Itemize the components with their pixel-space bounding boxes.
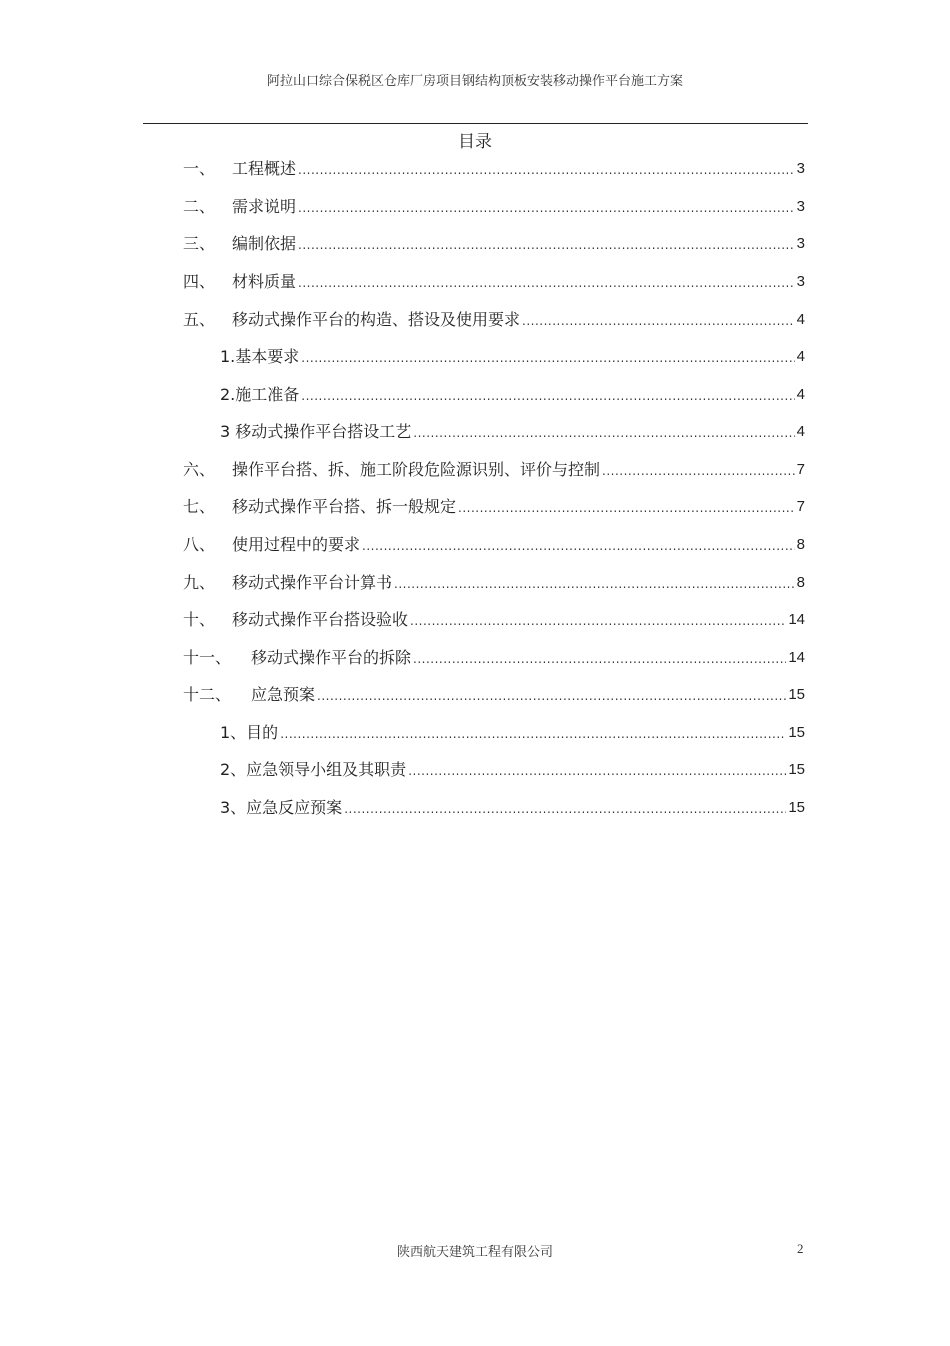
toc-leader-dots [362, 540, 795, 552]
toc-leader-dots [602, 465, 795, 477]
toc-entry[interactable] [183, 569, 805, 593]
toc-entry[interactable] [183, 155, 805, 179]
toc-entry-page: 3 [796, 235, 805, 252]
toc-leader-dots [280, 728, 786, 740]
toc-subentry[interactable] [220, 343, 805, 367]
toc-leader-dots [298, 202, 795, 214]
toc-entry-label: 材料质量 [232, 272, 297, 291]
toc-entry-number: 一、 [183, 159, 216, 178]
toc-entry-label: 工程概述 [232, 159, 297, 178]
toc-entry-label: 应急预案 [251, 685, 316, 704]
toc-entry[interactable] [183, 606, 805, 630]
header-divider [143, 123, 808, 124]
toc-leader-dots [301, 352, 794, 364]
toc-entry-page: 15 [788, 761, 805, 778]
toc-entry-label: 移动式操作平台计算书 [232, 573, 393, 592]
toc-entry-number: 十一、 [183, 648, 232, 667]
toc-leader-dots [394, 578, 795, 590]
toc-entry-page: 4 [796, 348, 805, 365]
toc-leader-dots [408, 765, 786, 777]
toc-entry-label: 移动式操作平台的构造、搭设及使用要求 [232, 310, 521, 329]
toc-entry-label: 需求说明 [232, 197, 297, 216]
toc-entry-page: 8 [796, 574, 805, 591]
toc-entry-page: 3 [796, 198, 805, 215]
toc-leader-dots [298, 164, 795, 176]
toc-title: 目录 [458, 132, 492, 152]
toc-leader-dots [458, 502, 795, 514]
toc-leader-dots [413, 427, 794, 439]
toc-entry-page: 14 [788, 649, 805, 666]
toc-entry-number: 五、 [183, 310, 216, 329]
toc-leader-dots [298, 277, 795, 289]
toc-leader-dots [413, 653, 786, 665]
toc-leader-dots [344, 803, 786, 815]
toc-entry-label: 1.基本要求 [220, 347, 300, 366]
toc-entry-label: 2.施工准备 [220, 385, 300, 404]
toc-entry-page: 3 [796, 273, 805, 290]
toc-entry-label: 3、应急反应预案 [220, 798, 343, 817]
toc-entry-page: 4 [796, 423, 805, 440]
toc-entry[interactable] [183, 268, 805, 292]
toc-subentry[interactable] [220, 381, 805, 405]
toc-entry[interactable] [183, 193, 805, 217]
toc-entry[interactable] [183, 681, 805, 705]
toc-entry[interactable] [183, 230, 805, 254]
toc-entry-number: 十二、 [183, 685, 232, 704]
toc-subentry[interactable] [220, 719, 805, 743]
toc-entry-page: 15 [788, 724, 805, 741]
toc-leader-dots [522, 315, 795, 327]
toc-leader-dots [410, 615, 786, 627]
toc-entry-label: 1、目的 [220, 723, 279, 742]
toc-entry-number: 二、 [183, 197, 216, 216]
footer-page-number: 2 [797, 1241, 804, 1256]
toc-entry[interactable] [183, 456, 805, 480]
toc-entry[interactable] [183, 644, 805, 668]
toc-entry-page: 8 [796, 536, 805, 553]
toc-entry[interactable] [183, 306, 805, 330]
toc-entry-page: 14 [788, 611, 805, 628]
toc-entry-page: 15 [788, 686, 805, 703]
toc-entry-number: 三、 [183, 234, 216, 253]
toc-leader-dots [317, 690, 786, 702]
toc-entry-page: 4 [796, 311, 805, 328]
toc-entry-label: 2、应急领导小组及其职责 [220, 760, 407, 779]
toc-entry-label: 移动式操作平台搭、拆一般规定 [232, 497, 457, 516]
toc-entry[interactable] [183, 531, 805, 555]
toc-entry-number: 四、 [183, 272, 216, 291]
toc-entry-label: 移动式操作平台搭设验收 [232, 610, 409, 629]
toc-entry-number: 十、 [183, 610, 216, 629]
toc-entry-label: 操作平台搭、拆、施工阶段危险源识别、评价与控制 [232, 460, 601, 479]
toc-entry-label: 使用过程中的要求 [232, 535, 361, 554]
toc-entry-label: 3 移动式操作平台搭设工艺 [220, 422, 412, 441]
toc-leader-dots [301, 390, 794, 402]
toc-subentry[interactable] [220, 418, 805, 442]
toc-entry-page: 15 [788, 799, 805, 816]
toc-leader-dots [298, 239, 795, 251]
toc-entry[interactable] [183, 493, 805, 517]
toc-entry-label: 编制依据 [232, 234, 297, 253]
toc-entry-number: 八、 [183, 535, 216, 554]
toc-entry-page: 7 [796, 461, 805, 478]
toc-entry-number: 九、 [183, 573, 216, 592]
document-header: 阿拉山口综合保税区仓库厂房项目钢结构顶板安装移动操作平台施工方案 [266, 74, 683, 89]
toc-entry-page: 4 [796, 386, 805, 403]
toc-entry-number: 六、 [183, 460, 216, 479]
toc-subentry[interactable] [220, 794, 805, 818]
footer-company-name: 陕西航天建筑工程有限公司 [396, 1245, 553, 1260]
toc-subentry[interactable] [220, 756, 805, 780]
toc-entry-page: 7 [796, 498, 805, 515]
toc-entry-label: 移动式操作平台的拆除 [251, 648, 412, 667]
toc-entry-number: 七、 [183, 497, 216, 516]
toc-entry-page: 3 [796, 160, 805, 177]
